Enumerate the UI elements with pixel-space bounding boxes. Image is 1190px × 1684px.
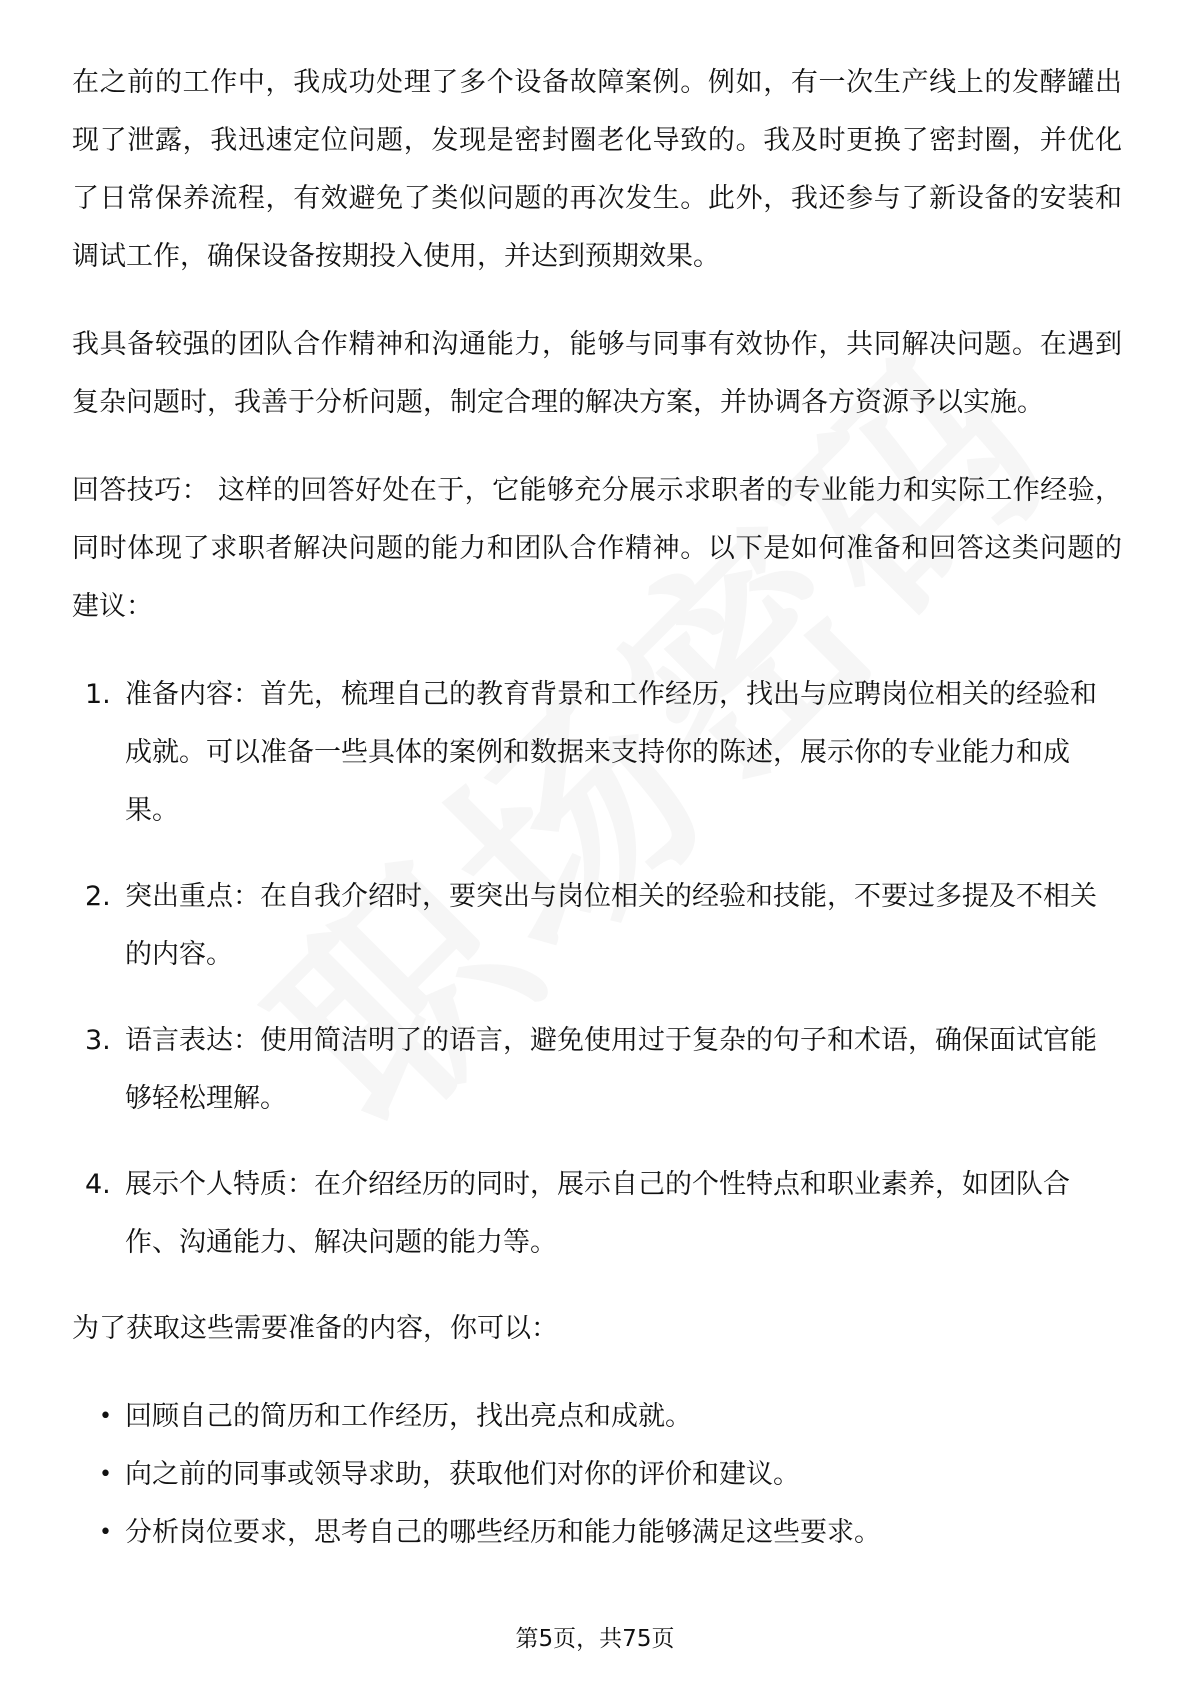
bullet-list <box>72 1388 1122 1562</box>
list-item-text: 回顾自己的简历和工作经历，找出亮点和成就。 <box>125 1401 692 1432</box>
list-number: 2. <box>85 881 111 912</box>
list-item-text: 语言表达：使用简洁明了的语言，避免使用过于复杂的句子和术语，确保面试官能够轻松理解。 <box>125 1025 1097 1114</box>
list-item <box>72 1446 1122 1504</box>
list-item <box>72 1156 1122 1272</box>
list-number: 3. <box>85 1025 111 1056</box>
list-item-text: 准备内容：首先，梳理自己的教育背景和工作经历，找出与应聘岗位相关的经验和成就。可以准备一些具体的案例和数据来支持你的陈述，展示你的专业能力和成果。 <box>125 679 1097 826</box>
list-item <box>72 868 1122 984</box>
page-number: 第5页，共75页 <box>515 1626 675 1652</box>
numbered-list <box>72 666 1122 1272</box>
bullet-icon: • <box>99 1462 112 1487</box>
paragraph-answer-tips: 回答技巧： 这样的回答好处在于，它能够充分展示求职者的专业能力和实际工作经验，同时体现了求职者解决问题的能力和团队合作精神。以下是如何准备和回答这类问题的建议： <box>72 475 1122 622</box>
bullet-icon: • <box>99 1520 112 1545</box>
paragraph-work-cases: 在之前的工作中，我成功处理了多个设备故障案例。例如，有一次生产线上的发酵罐出现了泄露，我迅速定位问题，发现是密封圈老化导致的。我及时更换了密封圈，并优化了日常保养流程，有效避免了类似问题的再次发生。此外，我还参与了新设备的安装和调试工作，确保设备按期投入使用，并达到预期效果。 <box>72 67 1122 272</box>
bullet-icon: • <box>99 1404 112 1429</box>
list-item <box>72 1388 1122 1446</box>
paragraph-teamwork: 我具备较强的团队合作精神和沟通能力，能够与同事有效协作，共同解决问题。在遇到复杂问题时，我善于分析问题，制定合理的解决方案，并协调各方资源予以实施。 <box>72 329 1122 418</box>
list-number: 4. <box>85 1169 111 1200</box>
list-item-text: 突出重点：在自我介绍时，要突出与岗位相关的经验和技能，不要过多提及不相关的内容。 <box>125 881 1097 970</box>
list-number: 1. <box>85 679 111 710</box>
paragraph-how-to-prepare: 为了获取这些需要准备的内容，你可以： <box>72 1313 558 1344</box>
list-item-text: 分析岗位要求，思考自己的哪些经历和能力能够满足这些要求。 <box>125 1517 881 1548</box>
list-item <box>72 1504 1122 1562</box>
page-content <box>72 54 1122 1562</box>
list-item <box>72 1012 1122 1128</box>
list-item <box>72 666 1122 840</box>
list-item-text: 向之前的同事或领导求助，获取他们对你的评价和建议。 <box>125 1459 800 1490</box>
list-item-text: 展示个人特质：在介绍经历的同时，展示自己的个性特点和职业素养，如团队合作、沟通能力、解决问题的能力等。 <box>125 1169 1070 1258</box>
